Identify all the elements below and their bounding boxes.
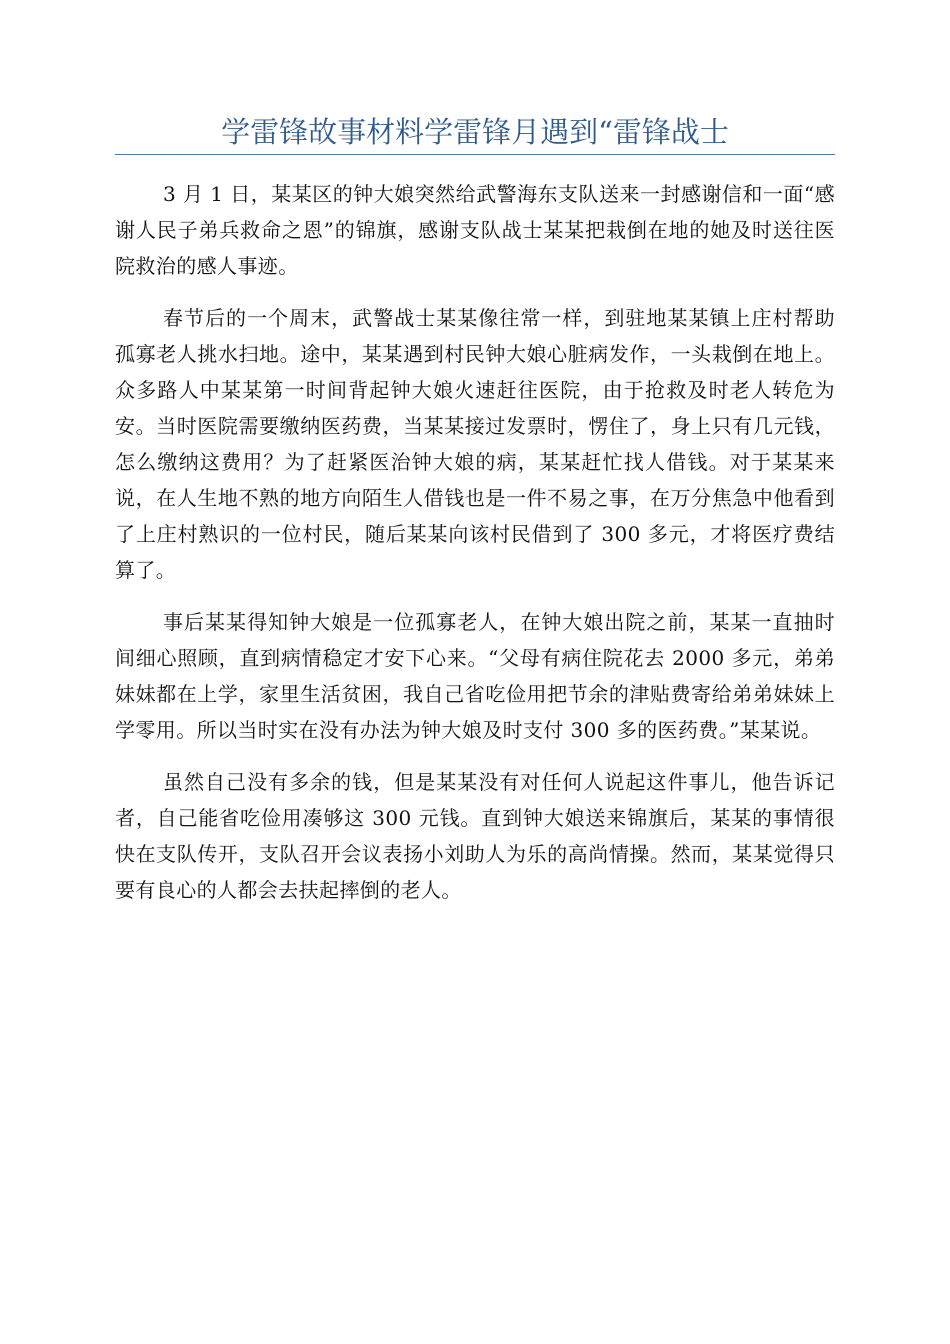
title-underline — [115, 154, 835, 155]
document-body — [115, 176, 835, 924]
paragraph-4: 虽然自己没有多余的钱，但是某某没有对任何人说起这件事儿，他告诉记者，自己能省吃俭用凑够这 300 元钱。直到钟大娘送来锦旗后，某某的事情很快在支队传开，支队召开会议表扬小刘助人为乐的高尚情操。然而，某某觉得只要有良心的人都会去扶起摔倒的老人。 — [115, 770, 835, 902]
document-title: 学雷锋故事材料学雷锋月遇到“雷锋战士 — [221, 115, 729, 149]
paragraph-2: 春节后的一个周末，武警战士某某像往常一样，到驻地某某镇上庄村帮助孤寡老人挑水扫地。途中，某某遇到村民钟大娘心脏病发作，一头栽倒在地上。众多路人中某某第一时间背起钟大娘火速赶往医院，由于抢救及时老人转危为安。当时医院需要缴纳医药费，当某某接过发票时，愣住了，身上只有几元钱，怎么缴纳这费用？为了赶紧医治钟大娘的病，某某赶忙找人借钱。对于某某来说，在人生地不熟的地方向陌生人借钱也是一件不易之事，在万分焦急中他看到了上庄村熟识的一位村民，随后某某向该村民借到了 300 多元，才将医疗费结算了。 — [115, 306, 835, 582]
paragraph-3: 事后某某得知钟大娘是一位孤寡老人，在钟大娘出院之前，某某一直抽时间细心照顾，直到病情稳定才安下心来。“父母有病住院花去 2000 多元，弟弟妹妹都在上学，家里生活贫困，我自己省吃俭用把节余的津贴费寄给弟弟妹妹上学零用。所以当时实在没有办法为钟大娘及时支付 300 多的医药费。”某某说。 — [115, 610, 835, 742]
title-block — [115, 112, 835, 155]
paragraph-1: 3 月 1 日，某某区的钟大娘突然给武警海东支队送来一封感谢信和一面“感谢人民子弟兵救命之恩”的锦旗，感谢支队战士某某把栽倒在地的她及时送往医院救治的感人事迹。 — [115, 182, 835, 278]
